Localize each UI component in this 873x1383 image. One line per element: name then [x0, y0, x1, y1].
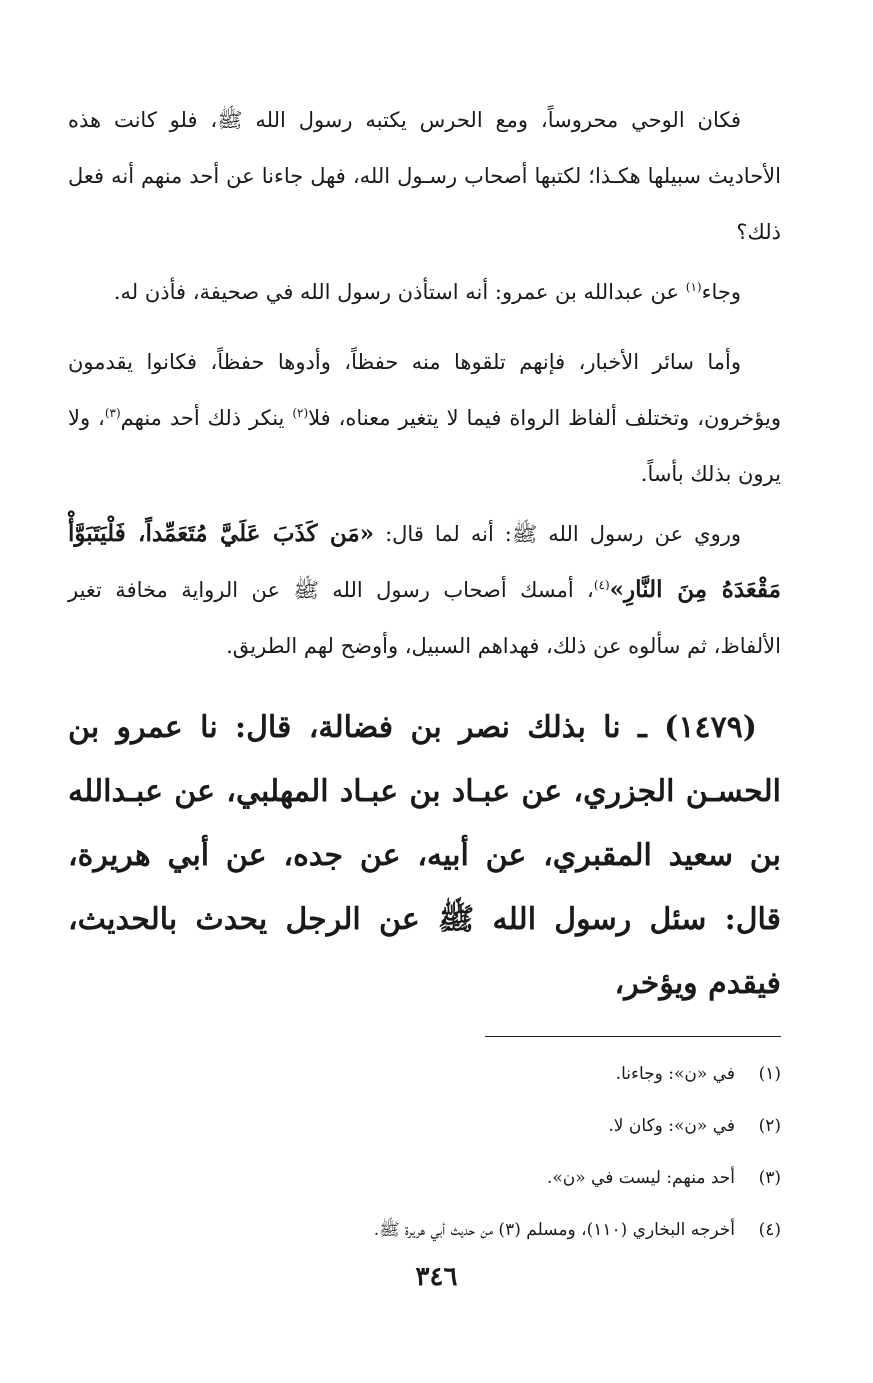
paragraph-2	[68, 264, 781, 320]
footnote-number: (٤)	[758, 1220, 781, 1240]
hadith-paragraph: (١٤٧٩) ـ نا بذلك نصر بن فضالة، قال: نا عمرو بن الحسـن الجزري، عن عبـاد بن عبـاد المهلبي، عن عبـدالله بن سعيد المقبري، عن أبيه، عن جده، عن أبي هريرة، قال: سئل رسول الله ﷺ عن الرجل يحدث بالحديث، فيقدم ويؤخر،	[68, 710, 781, 1001]
footnote-text: في «ن»: وجاءنا.	[615, 1064, 735, 1084]
footnote-number: (٣)	[758, 1168, 781, 1188]
paragraph-4-text-b: ، أمسك أصحاب رسول الله ﷺ عن الرواية مخافة تغير الألفاظ، ثم سألوه عن ذلك، فهداهم السبيل، وأوضح لهم الطريق.	[68, 578, 781, 658]
page-body	[68, 92, 781, 1046]
footnote-ref-4[interactable]: (٤)	[593, 578, 610, 592]
page-number: ٣٤٦	[415, 1262, 458, 1292]
paragraph-3	[68, 334, 781, 502]
footnote-ref-1[interactable]: (١)	[685, 280, 702, 294]
paragraph-3-text-b: ينكر ذلك أحد منهم	[120, 406, 293, 430]
footnote-1	[68, 1048, 781, 1100]
footnote-number: (١)	[758, 1064, 781, 1084]
paragraph-1	[68, 92, 781, 260]
paragraph-2-text-a: وجاء	[701, 280, 741, 304]
paragraph-4-text-a: وروي عن رسول الله ﷺ: أنه لما قال:	[374, 522, 741, 546]
footnote-text: أحد منهم: ليست في «ن».	[546, 1168, 735, 1188]
paragraph-3-text-c: ، ولا يرون بذلك بأساً.	[68, 406, 781, 486]
footnote-text: في «ن»: وكان لا.	[608, 1116, 735, 1136]
paragraph-2-text-b: عن عبدالله بن عمرو: أنه استأذن رسول الله في صحيفة، فأذن له.	[113, 280, 686, 304]
footnote-ref-2[interactable]: (٢)	[292, 406, 309, 420]
hadith-quote: «مَن كَذَبَ عَلَيَّ مُتَعَمِّداً، فَلْيَتَبَوَّأْ مَقْعَدَهُ مِنَ النَّارِ»	[68, 520, 781, 603]
footnote-ref-3[interactable]: (٣)	[104, 406, 121, 420]
paragraph-3-text-a: وأما سائر الأخبار، فإنهم تلقوها منه حفظاً، وأدوها حفظاً، فكانوا يقدمون ويؤخرون، وتختلف ألفاظ الرواة فيما لا يتغير معناه، فلا	[68, 350, 781, 430]
footnote-2	[68, 1100, 781, 1152]
footnote-separator	[485, 1036, 781, 1037]
footnote-number: (٢)	[758, 1116, 781, 1136]
footnote-text: أخرجه البخاري (١١٠)، ومسلم (٣) من حديث أبي هريرة ﷺ.	[373, 1220, 735, 1240]
footnotes	[68, 1048, 781, 1256]
footnote-3	[68, 1152, 781, 1204]
paragraph-4	[68, 506, 781, 674]
paragraph-1-text: فكان الوحي محروساً، ومع الحرس يكتبه رسول الله ﷺ، فلو كانت هذه الأحاديث سبيلها هكـذا؛ لكتبها أصحاب رسـول الله، فهل جاءنا عن أحد منهم أنه فعل ذلك؟	[68, 108, 781, 244]
footnote-4	[68, 1204, 781, 1256]
